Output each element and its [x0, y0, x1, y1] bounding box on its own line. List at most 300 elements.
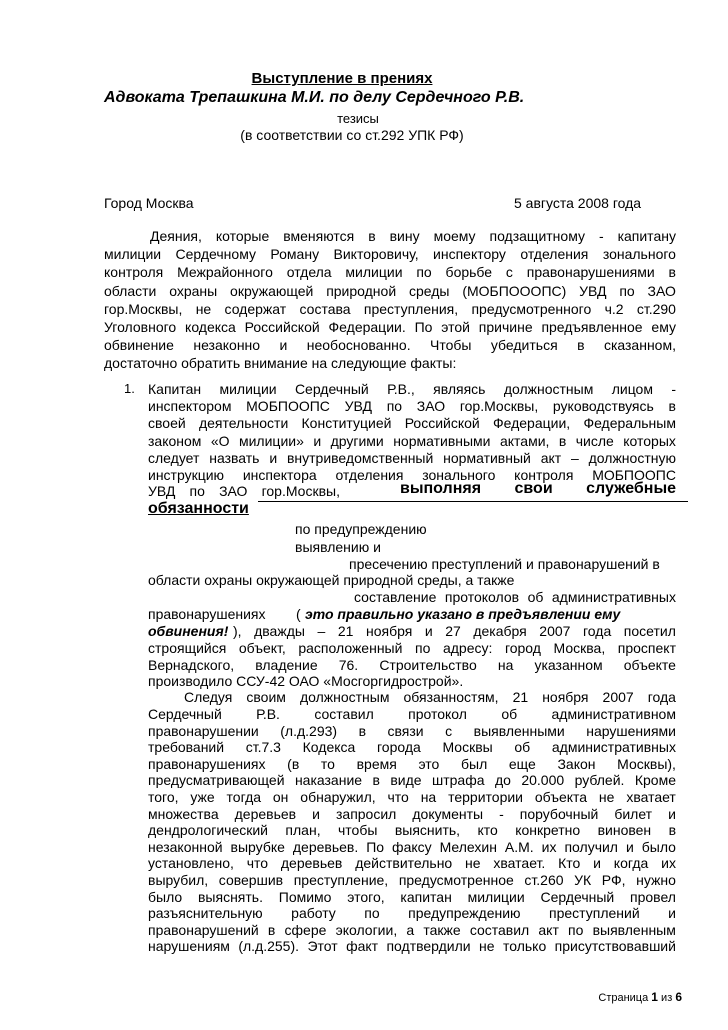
- charge-rest: [233, 623, 676, 639]
- body2-word: тогда: [226, 789, 262, 805]
- body2-line: [148, 839, 676, 855]
- body2-word: нужно: [636, 872, 676, 888]
- body2-word: сфере: [284, 921, 327, 938]
- item-line: [148, 433, 676, 449]
- para2-word: должностным: [299, 689, 390, 705]
- body2-line: [148, 822, 676, 838]
- body1-word: владение: [255, 656, 318, 673]
- item-word: другими: [330, 432, 384, 449]
- body2-word: А.М.: [504, 838, 534, 855]
- intro-word: капитану: [617, 228, 676, 244]
- item-line-7-bold: [400, 481, 676, 497]
- intro-word: милиции: [345, 264, 403, 281]
- body2-line: [148, 723, 676, 739]
- body2-word: составил: [469, 921, 530, 938]
- body2-word: ст.7.3: [245, 739, 281, 756]
- body2-word: разъяснительную: [148, 905, 263, 922]
- body2-word: Кодекса: [302, 739, 356, 756]
- body2-word: рублей.: [574, 772, 625, 789]
- body2-word: запросил: [335, 805, 397, 822]
- intro-word: Роману: [270, 246, 320, 263]
- body2-word: РФ,: [601, 872, 626, 888]
- item-word: должностную: [588, 449, 676, 466]
- body2-word: работу: [291, 905, 336, 922]
- item-word: Сердечный: [294, 381, 369, 397]
- body2-word: правонарушениях: [148, 755, 266, 772]
- body1-word: объект,: [238, 640, 286, 656]
- offenses-start: правонарушениях: [148, 606, 266, 622]
- body1-word: город: [504, 640, 541, 656]
- body2-word: Сердечный: [540, 888, 615, 905]
- body1-word: Москва,: [553, 640, 606, 656]
- body2-word: билет: [614, 805, 653, 822]
- body2-word: было: [641, 838, 676, 855]
- body2-word: выявленными: [473, 722, 565, 739]
- duty-detection: выявлению и: [295, 539, 381, 555]
- drafting-word: составление: [354, 589, 437, 605]
- body2-word: (в: [287, 755, 300, 772]
- body2-word: на: [420, 789, 437, 805]
- body2-word: Закон: [557, 755, 596, 772]
- para2-word: года: [647, 689, 676, 705]
- item-word: Федеральным: [583, 415, 676, 432]
- body1-word: 76.: [338, 656, 359, 673]
- item-word: милиции»: [238, 432, 304, 449]
- body1-word: проспект: [617, 640, 676, 656]
- item-word: –: [571, 449, 579, 466]
- body2-word: с: [445, 722, 453, 739]
- body2-word: виде: [390, 772, 422, 789]
- body2-word: объекта: [534, 789, 588, 805]
- body2-word: время: [356, 755, 397, 772]
- body2-word: он: [272, 789, 289, 805]
- intro-word: кодекса: [185, 319, 236, 335]
- item-line: [148, 450, 676, 466]
- paragraph-2-first-line: [184, 689, 676, 705]
- duty-drafting: [354, 589, 676, 605]
- body2-line: [148, 855, 676, 871]
- body2-word: еще: [508, 755, 536, 772]
- body2-line: [148, 739, 676, 755]
- body2-word: Москвы: [442, 739, 493, 756]
- intro-word: в: [368, 228, 376, 244]
- body2-word: Мелехин: [439, 838, 497, 855]
- intro-word: (МОБПОООПС): [462, 282, 567, 299]
- item-word: МОБПООПС: [246, 398, 330, 415]
- body2-word: получил: [564, 838, 618, 855]
- drafting-word: об: [527, 589, 544, 605]
- intro-line: [104, 264, 676, 280]
- drafting-word: административных: [551, 589, 676, 605]
- body2-word: деревьев: [234, 805, 297, 822]
- body2-word: того,: [148, 789, 179, 805]
- intro-word: состава: [299, 300, 351, 317]
- intro-word: которые: [215, 228, 270, 244]
- body2-word: вырубке: [230, 838, 285, 855]
- document-subtitle: Адвоката Трепашкина М.И. по делу Сердечного Р.В.: [104, 89, 525, 106]
- item-word: руководствуясь: [552, 398, 654, 415]
- item-word: инспектором: [148, 398, 232, 415]
- item-word: контроля: [514, 467, 574, 483]
- item-line-7-bold-word: служебные: [586, 480, 676, 497]
- body2-word: предусмотренное: [398, 872, 514, 888]
- body2-word: виновен: [597, 822, 652, 839]
- document-basis: (в соответствии со ст.292 УПК РФ): [240, 127, 464, 143]
- body2-word: правонарушении: [148, 722, 259, 739]
- body2-word: незаконной: [148, 838, 223, 855]
- body2-word: а: [406, 921, 415, 938]
- intro-word: сказанном,: [603, 337, 676, 354]
- body2-word: что: [246, 855, 269, 872]
- item-word: Российской: [404, 415, 480, 432]
- body1-line: [148, 640, 676, 656]
- body2-line: [148, 905, 676, 921]
- item-word: Капитан: [148, 381, 202, 397]
- body2-line: [148, 872, 676, 888]
- item-word: в: [558, 432, 567, 449]
- footer-total-pages: 6: [675, 990, 682, 1004]
- body2-word: нарушениям: [148, 938, 230, 955]
- intro-word: ч.2: [604, 300, 624, 317]
- body2-line: [148, 889, 676, 905]
- body2-word: составил: [314, 706, 374, 722]
- intro-word: ему: [651, 319, 676, 335]
- body2-word: документы: [412, 805, 484, 822]
- item-word: и: [269, 449, 278, 466]
- body2-word: территории: [448, 789, 523, 805]
- para2-word: обязанностям,: [403, 689, 499, 705]
- body2-word: не: [598, 789, 615, 805]
- charge-emphasis: обвинения!: [148, 623, 229, 639]
- intro-word: с: [505, 264, 513, 281]
- body2-word: в: [358, 722, 367, 739]
- body2-word: когда: [613, 855, 649, 872]
- item-word: законом: [148, 432, 202, 449]
- intro-word: По: [414, 319, 433, 335]
- intro-line: достаточно обратить внимание на следующие факты:: [104, 355, 457, 372]
- body2-word: совершив: [218, 872, 284, 888]
- item-word: зонального: [422, 467, 496, 483]
- item-word: -: [671, 381, 676, 397]
- body1-line: производило ССУ-42 ОАО «Мосгоргидрострой».: [148, 673, 464, 690]
- intro-word: предусмотренного: [471, 300, 592, 317]
- item-line: [148, 381, 676, 397]
- body2-word: конкретно: [515, 822, 581, 839]
- body2-line: [148, 806, 676, 822]
- para2-word: ноября: [542, 689, 589, 705]
- body2-word: и: [668, 805, 676, 822]
- body2-word: и: [668, 905, 676, 922]
- item-line-7-word: УВД: [148, 483, 176, 499]
- intro-word: и: [279, 337, 288, 354]
- charge-word: 27: [445, 623, 461, 639]
- body2-word: план,: [285, 822, 321, 839]
- body2-word: множества: [148, 805, 219, 822]
- body2-word: не: [465, 855, 481, 872]
- offenses-emphasis: это правильно указано в предъявлении ему: [305, 606, 621, 622]
- intro-word: инспектору: [433, 246, 506, 263]
- charge-word: ),: [233, 623, 242, 639]
- item-word: должностным: [503, 381, 594, 397]
- item-line-7-bold-word: выполняя: [400, 480, 482, 497]
- body2-word: чтобы: [338, 822, 378, 839]
- intro-word: области: [104, 282, 157, 299]
- body2-word: преступлений: [549, 905, 640, 922]
- body2-word: штрафа: [431, 772, 485, 789]
- item-word: «О: [210, 432, 230, 449]
- intro-line: [104, 319, 676, 335]
- intro-word: отдела: [286, 264, 332, 281]
- intro-line: [150, 228, 676, 244]
- body1-word: строящийся: [148, 640, 227, 656]
- item-word: и: [313, 432, 322, 449]
- body2-word: в: [372, 772, 380, 789]
- body2-line: [148, 756, 676, 772]
- item-word: инспектора: [242, 467, 317, 483]
- underline-rule: [258, 501, 688, 502]
- body2-word: провел: [630, 888, 676, 905]
- drafting-word: протоколов: [444, 589, 520, 605]
- intro-word: борьбе: [445, 264, 493, 281]
- body2-word: до: [494, 772, 511, 789]
- intro-word: зонального: [602, 246, 676, 263]
- item-word: инструкцию: [148, 467, 225, 483]
- body2-word: связи: [387, 722, 424, 739]
- body2-word: то: [320, 755, 335, 772]
- body1-word: адресу:: [442, 640, 493, 656]
- charge-word: года: [583, 623, 612, 639]
- item-word: гор.Москвы,: [459, 398, 539, 415]
- intro-word: гор.Москвы,: [104, 300, 183, 317]
- item-word: акт: [540, 449, 562, 466]
- body2-word: административном: [551, 706, 676, 722]
- item-word: Федерации,: [492, 415, 571, 432]
- intro-word: милиции: [104, 246, 162, 263]
- body2-word: не: [479, 938, 495, 955]
- body2-word: этого,: [347, 888, 385, 905]
- body2-word: предусматривающей: [148, 772, 285, 789]
- body2-word: хватает.: [493, 855, 546, 872]
- intro-word: УВД: [579, 282, 607, 299]
- body2-word: Кроме: [634, 772, 676, 789]
- body2-word: деревьев: [280, 855, 343, 872]
- item-word: в: [668, 398, 676, 415]
- para2-word: Следуя: [184, 689, 233, 705]
- item-word: актами,: [499, 432, 550, 449]
- body1-word: на: [497, 656, 514, 673]
- body2-word: хватает: [626, 789, 676, 805]
- intro-line: [104, 283, 676, 299]
- duty-suppression: пресечению преступлений и правонарушений в: [349, 556, 660, 572]
- body2-word: капитан: [400, 888, 452, 905]
- body2-word: акт: [538, 921, 559, 938]
- intro-line: [104, 337, 676, 353]
- item-word: Конституцией: [301, 415, 392, 432]
- body2-word: также: [423, 921, 461, 938]
- intro-word: среды: [408, 282, 450, 299]
- body2-word: об: [501, 706, 518, 722]
- offenses-paren: (: [296, 606, 301, 622]
- intro-word: убедиться: [490, 337, 558, 354]
- body2-word: По: [366, 838, 385, 855]
- body2-word: выяснить,: [394, 822, 461, 839]
- item-word: ЗАО: [416, 398, 446, 415]
- item-word: по: [386, 398, 403, 415]
- intro-word: Межрайонного: [177, 264, 273, 281]
- place-label: Город Москва: [104, 195, 194, 211]
- intro-word: отделения: [520, 246, 589, 263]
- document-title: Выступление в прениях: [251, 70, 433, 87]
- body1-word: расположенный: [298, 640, 403, 656]
- intro-word: в: [577, 337, 585, 354]
- footer-current-page: 1: [651, 990, 658, 1004]
- body2-word: Р.В.: [256, 706, 280, 722]
- intro-word: -: [598, 228, 604, 244]
- body2-word: города: [376, 739, 421, 756]
- intro-word: природной: [326, 282, 397, 299]
- body2-word: требований: [148, 739, 225, 756]
- body2-word: действительно: [355, 855, 453, 872]
- body2-word: их: [541, 838, 557, 855]
- item-word: отделения: [335, 467, 404, 483]
- body2-word: наказание: [294, 772, 363, 789]
- body2-line: [148, 706, 676, 722]
- body2-word: деревьев.: [292, 838, 359, 855]
- body2-word: факт: [346, 938, 379, 955]
- intro-word: Викторовичу,: [333, 246, 419, 263]
- duty-prevention: по предупреждению: [295, 521, 427, 537]
- body2-word: уже: [190, 789, 215, 805]
- para2-word: своим: [246, 689, 286, 705]
- intro-word: содержат: [224, 300, 287, 317]
- body2-word: присутствовавший: [554, 938, 676, 955]
- body2-word: УК: [574, 872, 592, 888]
- intro-word: моему: [433, 228, 476, 244]
- body2-word: их: [661, 855, 676, 872]
- intro-word: обвинение: [104, 337, 174, 354]
- body2-word: предупреждению: [408, 905, 521, 922]
- body2-word: (л.д.255).: [238, 938, 300, 955]
- body1-word: указанном: [534, 656, 603, 673]
- item-word: которых: [623, 432, 676, 449]
- item-word: УВД: [344, 398, 372, 415]
- intro-word: Деяния,: [150, 228, 202, 244]
- body2-word: факсу: [392, 838, 432, 855]
- body2-word: -: [499, 805, 504, 822]
- para2-word: 21: [512, 689, 529, 705]
- body2-word: экологии,: [335, 921, 398, 938]
- body2-word: правонарушений: [148, 921, 259, 938]
- intro-word: по: [619, 282, 635, 299]
- body2-word: только: [502, 938, 547, 955]
- body2-word: 20.000: [521, 772, 565, 789]
- footer-label: Страница: [598, 992, 649, 1004]
- footer-of: из: [661, 992, 673, 1004]
- intro-word: окружающей: [230, 282, 314, 299]
- item-word: внутриведомственный: [286, 449, 434, 466]
- item-line: [148, 398, 676, 414]
- body2-word: ст.260: [524, 872, 564, 888]
- intro-word: незаконно: [193, 337, 261, 354]
- intro-word: подзащитному: [489, 228, 585, 244]
- body1-word: Вернадского,: [148, 656, 235, 673]
- item-word: являясь: [433, 381, 486, 397]
- document-kind: тезисы: [337, 111, 379, 126]
- body2-word: и: [312, 805, 320, 822]
- intro-word: Сердечному: [175, 246, 256, 263]
- item-word: деятельности: [198, 415, 289, 432]
- charge-word: 21: [337, 623, 354, 639]
- body2-word: вырубил,: [148, 872, 209, 888]
- item-word: лицом: [611, 381, 653, 397]
- body2-word: по: [568, 921, 584, 938]
- intro-word: правонарушениями: [526, 264, 655, 281]
- body2-word: (л.д.293): [280, 722, 338, 739]
- page-footer: [598, 990, 682, 1004]
- body2-word: в: [668, 822, 676, 839]
- body2-word: что: [387, 789, 409, 805]
- body2-word: милиции: [467, 888, 525, 905]
- intro-word: Федерации.: [328, 319, 406, 335]
- item-word: МОБПООПС: [592, 467, 676, 483]
- item-word: нормативный: [443, 449, 531, 466]
- intro-word: по: [416, 264, 432, 281]
- charge-word: декабря: [473, 623, 527, 639]
- item-line-7-word: гор.Москвы,: [261, 483, 340, 499]
- intro-word: не: [195, 300, 212, 317]
- intro-word: Уголовного: [104, 319, 177, 335]
- body2-word: Кто: [558, 855, 581, 872]
- intro-word: Российской: [244, 319, 320, 335]
- body2-word: подтвердили: [386, 938, 471, 955]
- body2-word: выявленным: [592, 921, 676, 938]
- item-word: числе: [575, 432, 614, 449]
- body1-line: [148, 657, 676, 673]
- body1-word: Строительство: [379, 656, 477, 673]
- date-label: 5 августа 2008 года: [514, 195, 642, 211]
- para2-word: 2007: [602, 689, 634, 705]
- body2-word: Этот: [307, 938, 338, 955]
- intro-word: вменяются: [283, 228, 355, 244]
- item-line-7-word: ЗАО: [219, 483, 248, 499]
- item-line-7-bold-word: свои: [514, 480, 553, 497]
- intro-word: необоснованно.: [306, 337, 411, 354]
- body2-word: нарушениями: [586, 722, 676, 739]
- body2-word: протокол: [408, 706, 467, 722]
- body2-word: кто: [477, 822, 498, 839]
- intro-word: вину: [389, 228, 420, 244]
- body2-word: был: [461, 755, 488, 772]
- intro-word: причине: [478, 319, 533, 335]
- intro-word: предъявленное: [541, 319, 643, 335]
- body2-word: было: [148, 888, 183, 905]
- intro-word: Чтобы: [430, 337, 472, 354]
- intro-line: [104, 301, 676, 317]
- item-word: своей: [148, 415, 186, 432]
- body2-word: обнаружил,: [300, 789, 376, 805]
- body2-word: административных: [551, 739, 676, 756]
- intro-word: преступления,: [363, 300, 459, 317]
- body2-word: и: [625, 838, 634, 855]
- body2-line: [148, 922, 676, 938]
- intro-line: [104, 246, 676, 262]
- charge-word: посетил: [623, 623, 676, 639]
- item-word: следует: [148, 449, 200, 466]
- body2-line: [148, 772, 676, 788]
- duty-area: области охраны окружающей природной среды, а также: [148, 572, 515, 588]
- charge-word: 2007: [539, 623, 571, 639]
- body2-word: дендрологический: [148, 822, 269, 839]
